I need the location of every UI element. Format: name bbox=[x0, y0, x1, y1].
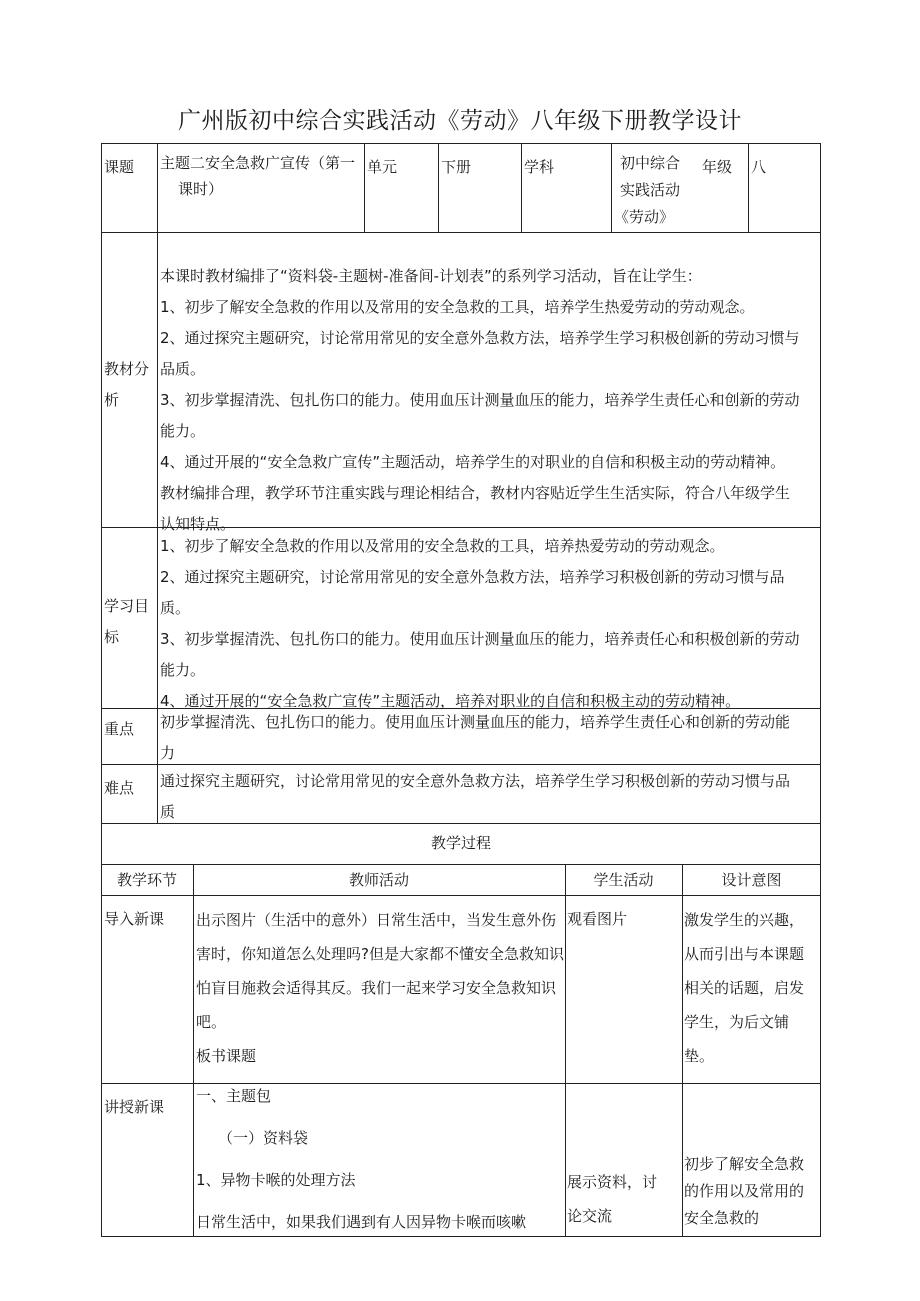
process-title: 教学过程 bbox=[430, 834, 491, 852]
difficulty-text bbox=[160, 766, 790, 828]
text-line: 2、通过探究主题研究，讨论常用常见的安全意外急救方法，培养学习积极创新的劳动习惯与品 bbox=[160, 568, 785, 586]
text-line: 3、初步掌握清洗、包扎伤口的能力。使用血压计测量血压的能力，培养责任心和积极创新的劳动 bbox=[160, 630, 800, 648]
text-line: 初步了解安全急救 bbox=[684, 1155, 805, 1173]
text-line: 4、通过开展的“安全急救广宣传”主题活动，培养学生的对职业的自信和积极主动的劳动精神。 bbox=[160, 453, 786, 471]
text-line: 害时，你知道怎么处理吗?但是大家都不懂安全急救知识 bbox=[196, 945, 564, 963]
col-line bbox=[193, 864, 194, 1237]
new-lesson-teacher-line: 日常生活中，如果我们遇到有人因异物卡喉而咳嗽 bbox=[196, 1213, 527, 1231]
document-title: 广州版初中综合实践活动《劳动》八年级下册教学设计 bbox=[178, 108, 742, 134]
nianji-label: 年级 bbox=[702, 158, 733, 176]
text-line: 认知特点。 bbox=[160, 515, 236, 533]
col-line bbox=[611, 143, 612, 232]
new-lesson-student-activity bbox=[567, 1165, 657, 1233]
col-line bbox=[748, 143, 749, 232]
text-line: 品质。 bbox=[160, 360, 206, 378]
text-line: 2、通过探究主题研究，讨论常用常见的安全意外急救方法，培养学生学习积极创新的劳动习惯与 bbox=[160, 329, 800, 347]
column-header: 教师活动 bbox=[348, 871, 409, 889]
intro-design-intent bbox=[684, 903, 804, 1073]
intro-teacher-activity bbox=[196, 903, 564, 1073]
key-point-text bbox=[160, 707, 790, 769]
col-line bbox=[521, 143, 522, 232]
text-line: 学生，为后文铺 bbox=[684, 1013, 790, 1031]
keti-label: 课题 bbox=[104, 158, 135, 176]
text-line: 能力。 bbox=[160, 661, 206, 679]
text-line: 3、初步掌握清洗、包扎伤口的能力。使用血压计测量血压的能力，培养学生责任心和创新的劳动 bbox=[160, 391, 800, 409]
new-lesson-teacher-line: 一、主题包 bbox=[196, 1087, 272, 1105]
new-lesson-teacher-line: 1、异物卡喉的处理方法 bbox=[196, 1171, 356, 1189]
text-line: 出示图片（生活中的意外）日常生活中，当发生意外伤 bbox=[196, 911, 557, 929]
learning-goals-text bbox=[160, 531, 800, 717]
xueke-value-line: 《劳动》 bbox=[614, 208, 675, 226]
text-line: 质 bbox=[160, 803, 176, 821]
text-line: 的作用以及常用的 bbox=[684, 1182, 805, 1200]
danyuan-value: 下册 bbox=[441, 158, 472, 176]
text-line: 安全急救的 bbox=[684, 1209, 760, 1227]
text-line: 论交流 bbox=[567, 1207, 613, 1225]
learning-goals-label: 学习目 bbox=[104, 597, 150, 615]
text-line: 垫。 bbox=[684, 1047, 715, 1065]
column-header: 设计意图 bbox=[721, 871, 782, 889]
col-line bbox=[364, 143, 365, 232]
col-line bbox=[438, 143, 439, 232]
stage-new-lesson: 讲授新课 bbox=[104, 1098, 165, 1116]
learning-goals-label: 标 bbox=[104, 628, 120, 646]
text-line: 从而引出与本课题 bbox=[684, 945, 805, 963]
text-line: 通过探究主题研究，讨论常用常见的安全意外急救方法，培养学生学习积极创新的劳动习惯与品 bbox=[160, 772, 791, 790]
stage-intro: 导入新课 bbox=[104, 910, 165, 928]
difficulty-label: 难点 bbox=[104, 779, 135, 797]
text-line: 4、通过开展的“安全急救广宣传”主题活动，培养对职业的自信和积极主动的劳动精神。 bbox=[160, 692, 741, 710]
new-lesson-design-intent bbox=[684, 1151, 804, 1232]
text-line: 怕盲目施救会适得其反。我们一起来学习安全急救知识 bbox=[196, 979, 557, 997]
xueke-label: 学科 bbox=[524, 158, 555, 176]
intro-student-activity: 观看图片 bbox=[567, 910, 628, 928]
text-line: 1、初步了解安全急救的作用以及常用的安全急救的工具，培养学生热爱劳动的劳动观念。 bbox=[160, 298, 755, 316]
xueke-value-line: 实践活动 bbox=[620, 181, 681, 199]
col-line bbox=[565, 864, 566, 1237]
text-line: 相关的话题，启发 bbox=[684, 979, 805, 997]
text-line: 1、初步了解安全急救的作用以及常用的安全急救的工具，培养热爱劳动的劳动观念。 bbox=[160, 537, 725, 555]
text-line: 质。 bbox=[160, 599, 191, 617]
row-line bbox=[101, 232, 821, 233]
text-line: 本课时教材编排了“资料袋-主题树-准备间-计划表”的系列学习活动，旨在让学生： bbox=[160, 267, 702, 285]
text-line: 展示资料，讨 bbox=[567, 1173, 658, 1191]
text-line: 吧。 bbox=[196, 1013, 227, 1031]
danyuan-label: 单元 bbox=[367, 158, 398, 176]
col-line bbox=[682, 864, 683, 1237]
text-line: 教材编排合理，教学环节注重实践与理论相结合，教材内容贴近学生生活实际，符合八年级学生 bbox=[160, 484, 791, 502]
text-line: 初步掌握清洗、包扎伤口的能力。使用血压计测量血压的能力，培养学生责任心和创新的劳动能 bbox=[160, 713, 791, 731]
text-line: 激发学生的兴趣， bbox=[684, 911, 805, 929]
material-analysis-text bbox=[160, 261, 800, 540]
col-line bbox=[157, 143, 158, 823]
new-lesson-teacher-line: （一）资料袋 bbox=[218, 1129, 309, 1147]
material-analysis-label: 教材分 bbox=[104, 360, 150, 378]
keti-value-line: 主题二安全急救广宣传（第一 bbox=[160, 154, 356, 172]
text-line: 力 bbox=[160, 744, 176, 762]
column-header: 教学环节 bbox=[116, 871, 177, 889]
keti-value-line: 课时） bbox=[178, 180, 224, 198]
xueke-value-line: 初中综合 bbox=[620, 154, 681, 172]
text-line: 能力。 bbox=[160, 422, 206, 440]
key-point-label: 重点 bbox=[104, 720, 135, 738]
material-analysis-label: 析 bbox=[104, 391, 120, 409]
column-header: 学生活动 bbox=[593, 871, 654, 889]
nianji-value: 八 bbox=[751, 158, 767, 176]
row-line bbox=[101, 895, 821, 896]
text-line: 板书课题 bbox=[196, 1047, 257, 1065]
row-line bbox=[101, 864, 821, 865]
